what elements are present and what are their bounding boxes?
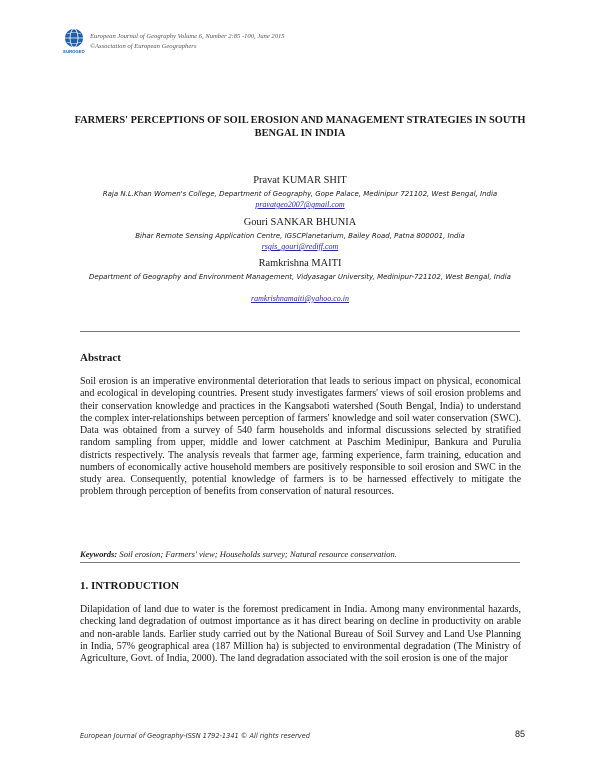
abstract-text: Soil erosion is an imperative environmental deterioration that leads to serious impact on physical, economical and ecological in developing countries. Present study investigates farmers' views of soil erosion problems and their conservation knowledge and practices in the Kangsaboti watershed (South Bengal, India) to understand the complex inter-relationships between perception of farmers' knowledge and soil water conservation (SWC). Data was obtained from a survey of 540 farm households and informal discussions selected by stratified random sampling from upper, middle and lower catchment at Paschim Medinipur, Bankura and Purulia districts respectively. The analysis reveals that farmer age, farming experience, farm training, education and numbers of economically active household members are positively responsible to soil erosion and SWC in the study area. Consequently, potential knowledge of farmers is to be harnessed effectively to mitigate the problem through perception of benefits from conservation of natural resources. xyxy=(80,376,521,498)
author-name: Pravat KUMAR SHIT xyxy=(253,175,347,186)
copyright-line: ©Association of European Geographers xyxy=(90,43,197,50)
keywords-line xyxy=(80,549,520,559)
keywords-text: Soil erosion; Farmers' view; Households survey; Natural resource conservation. xyxy=(119,549,397,559)
paper-title: FARMERS' PERCEPTIONS OF SOIL EROSION AND MANAGEMENT STRATEGIES IN SOUTH BENGAL IN INDIA xyxy=(74,115,526,139)
author-affiliation: Department of Geography and Environment Management, Vidyasagar University, Medinipur-721102, West Bengal, India xyxy=(89,273,511,281)
author-name: Ramkrishna MAITI xyxy=(258,258,342,269)
author-affiliation: Raja N.L.Khan Women's College, Department of Geography, Gope Palace, Medinipur 721102, West Bengal, India xyxy=(102,190,498,198)
journal-citation: European Journal of Geography Volume 6, Number 2:85 -100, June 2015 xyxy=(90,33,285,40)
keywords-label: Keywords: xyxy=(80,549,118,559)
author-email-link[interactable]: ramkrishnamaiti@yahoo.co.in xyxy=(250,294,350,303)
abstract-heading: Abstract xyxy=(80,352,121,364)
logo-text: EUROGEO xyxy=(63,49,85,54)
author-email-link[interactable]: pravatgeo2007@gmail.com xyxy=(255,200,345,209)
author-name: Gouri SANKAR BHUNIA xyxy=(243,217,357,228)
introduction-text: Dilapidation of land due to water is the foremost predicament in India. Among many environmental hazards, checking land degradation of outmost importance as it has direct bearing on decline in productivity on arable and non-arable lands. Earlier study carried out by the National Bureau of Soil Survey and Land Use Planning in India, 57% geographical area (187 Million ha) is subjected to environmental degradation (The Ministry of Agriculture, Govt. of India, 2000). The land degradation associated with the soil erosion is one of the major xyxy=(80,604,521,664)
keywords-divider xyxy=(80,562,520,563)
header-divider xyxy=(80,331,520,332)
journal-logo xyxy=(62,28,86,54)
footer-text: European Journal of Geography-ISSN 1792-1341 © All rights reserved xyxy=(80,732,310,740)
introduction-heading: 1. INTRODUCTION xyxy=(80,580,180,592)
globe-logo-icon xyxy=(62,28,86,54)
page-number: 85 xyxy=(514,729,525,739)
author-email-link[interactable]: rsgis_gouri@rediff.com xyxy=(261,242,339,251)
author-affiliation: Bihar Remote Sensing Application Centre, IGSCPlanetarium, Bailey Road, Patna 800001, India xyxy=(135,232,465,240)
